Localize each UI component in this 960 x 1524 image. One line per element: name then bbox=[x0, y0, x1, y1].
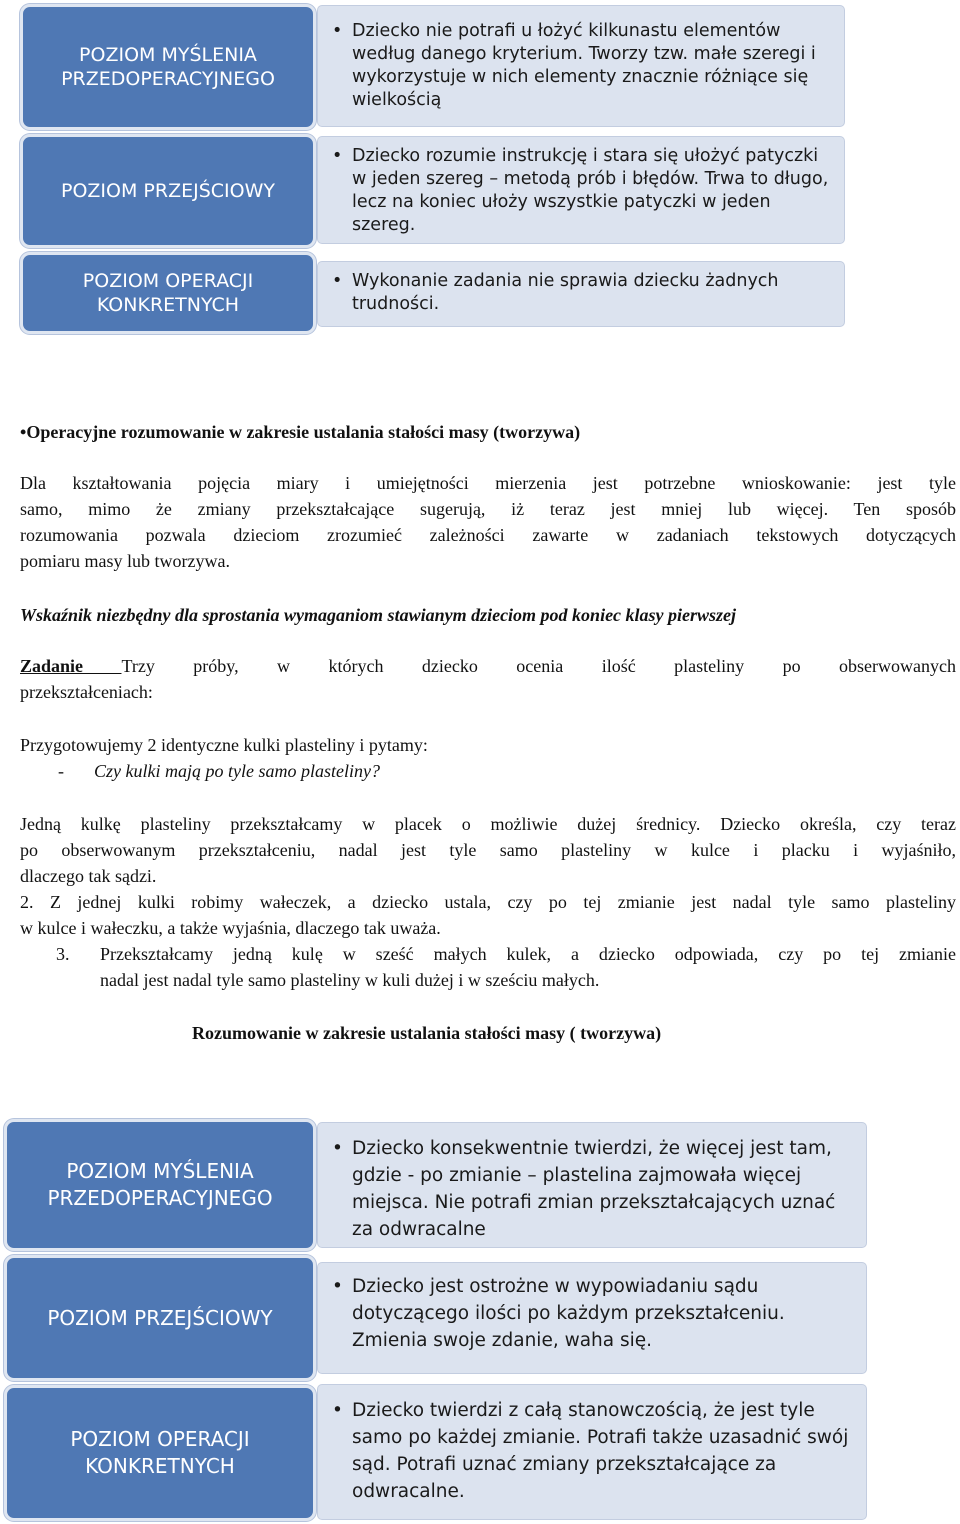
description-item bbox=[332, 1135, 854, 1243]
bullet-icon: • bbox=[332, 271, 343, 291]
intro-line: pomiaru masy lub tworzywa. bbox=[20, 551, 230, 571]
description-box-transitional bbox=[318, 1263, 866, 1373]
description-item bbox=[332, 1397, 854, 1505]
description-box-concrete bbox=[318, 1385, 866, 1519]
bullet-icon: • bbox=[332, 21, 343, 41]
step3-line: Przekształcamy jedną kulę w sześć małych kulek, a dziecko odpowiada, czy po tej zmianie bbox=[100, 944, 956, 964]
intro-line: Dla kształtowania pojęcia miary i umiejętności mierzenia jest potrzebne wnioskowanie: jest tyle bbox=[20, 473, 956, 493]
description-text: Dziecko jest ostrożne w wypowiadaniu sądu dotyczącego ilości po każdym przekształceniu. Zmienia swoje zdanie, waha się. bbox=[352, 1276, 785, 1351]
level-box-transitional: POZIOM PRZEJŚCIOWY bbox=[4, 1255, 316, 1381]
task-label: Zadanie bbox=[20, 656, 122, 676]
level-row bbox=[4, 1385, 316, 1521]
step1-line: dlaczego tak sądzi. bbox=[20, 866, 157, 886]
step2-line: w kulce i wałeczku, a także wyjaśnia, dlaczego tak uważa. bbox=[20, 918, 441, 938]
question-text: Czy kulki mają po tyle samo plasteliny? bbox=[94, 761, 380, 781]
indicator-text: Wskaźnik niezbędny dla sprostania wymaganiom stawianym dzieciom pod koniec klasy pierwszej bbox=[20, 605, 737, 625]
level-row bbox=[4, 1255, 316, 1381]
diagram-bottom bbox=[0, 1115, 960, 1524]
heading-bullet: • bbox=[20, 422, 27, 442]
document-body bbox=[20, 0, 956, 1080]
bullet-icon: • bbox=[332, 146, 343, 166]
heading-text: Operacyjne rozumowanie w zakresie ustalania stałości masy (tworzywa) bbox=[26, 422, 581, 442]
question-line bbox=[20, 758, 956, 784]
level-box-concrete: POZIOM OPERACJI KONKRETNYCH bbox=[20, 252, 316, 334]
description-text: Dziecko nie potrafi u łożyć kilkunastu elementów według danego kryterium. Tworzy tzw. małe szeregi i wykorzystuje w nich elementy znacznie różniące się wielkością bbox=[352, 21, 816, 110]
task-text: Trzy próby, w których dziecko ocenia ilość plasteliny po obserwowanych bbox=[121, 656, 956, 676]
description-text: Wykonanie zadania nie sprawia dziecku żadnych trudności. bbox=[352, 271, 779, 314]
level-box-transitional: POZIOM PRZEJŚCIOWY bbox=[20, 134, 316, 248]
description-item bbox=[332, 1273, 854, 1354]
bullet-icon: • bbox=[332, 1276, 343, 1297]
level-box-concrete: POZIOM OPERACJI KONKRETNYCH bbox=[4, 1385, 316, 1521]
description-text: Dziecko rozumie instrukcję i stara się ułożyć patyczki w jeden szereg – metodą prób i błędów. Trwa to długo, lecz na koniec ułoży wszystkie patyczki w jeden szereg. bbox=[352, 146, 829, 235]
level-box-preoperational: POZIOM MYŚLENIA PRZEDOPERACYJNEGO bbox=[20, 4, 316, 130]
section-title: Rozumowanie w zakresie ustalania stałości masy ( tworzywa) bbox=[192, 1023, 662, 1043]
intro-line: rozumowania pozwala dzieciom zrozumieć zależności zawarte w zadaniach tekstowych dotyczących bbox=[20, 525, 956, 545]
bullet-icon: • bbox=[332, 1138, 343, 1159]
step3-line: nadal jest nadal tyle samo plasteliny w kuli dużej i w sześciu małych. bbox=[100, 970, 600, 990]
task-line-continued: przekształceniach: bbox=[20, 682, 153, 702]
description-box-preoperational bbox=[318, 1123, 866, 1247]
step1-line: po obserwowanym przekształceniu, nadal jest tyle samo plasteliny w kulce i placku i wyjaśniło, bbox=[20, 840, 956, 860]
step2-line: 2. Z jednej kulki robimy wałeczek, a dziecko ustala, czy po tej zmianie jest nadal tyle samo plasteliny bbox=[20, 892, 956, 912]
section-heading bbox=[20, 419, 956, 445]
step3-number: 3. bbox=[56, 944, 70, 964]
question-dash: - bbox=[58, 761, 64, 781]
level-box-preoperational: POZIOM MYŚLENIA PRZEDOPERACYJNEGO bbox=[4, 1119, 316, 1251]
bullet-icon: • bbox=[332, 1400, 343, 1421]
description-text: Dziecko konsekwentnie twierdzi, że więcej jest tam, gdzie - po zmianie – plastelina zajmowała więcej miejsca. Nie potrafi zmian przekształcających uznać za odwracalne bbox=[352, 1138, 836, 1240]
step1-line: Jedną kulkę plasteliny przekształcamy w placek o możliwie dużej średnicy. Dziecko określa, czy teraz bbox=[20, 814, 956, 834]
task-line bbox=[20, 653, 956, 679]
description-text: Dziecko twierdzi z całą stanowczością, że jest tyle samo po każdej zmianie. Potrafi także uzasadnić swój sąd. Potrafi uznać zmiany przekształcające za odwracalne. bbox=[352, 1400, 849, 1502]
level-row bbox=[4, 1119, 316, 1251]
preparation-text: Przygotowujemy 2 identyczne kulki plasteliny i pytamy: bbox=[20, 735, 428, 755]
intro-line: samo, mimo że zmiany przekształcające sugerują, iż teraz jest mniej lub więcej. Ten sposób bbox=[20, 499, 956, 519]
